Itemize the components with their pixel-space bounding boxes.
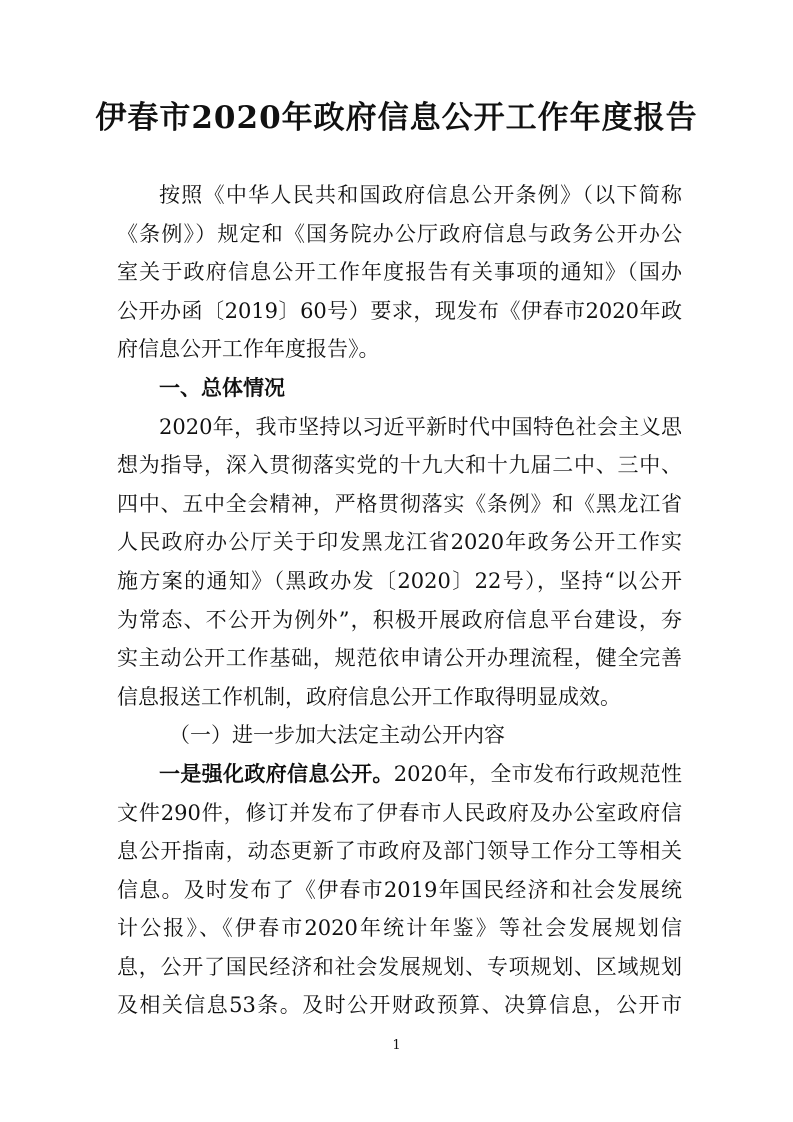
- paragraph-lead-rest: 2020年，全市发布行政规范性: [393, 761, 682, 786]
- section-line: 实主动公开工作基础，规范依申请公开办理流程，健全完善: [117, 646, 682, 671]
- intro-line: 府信息公开工作年度报告》。: [117, 337, 380, 362]
- paragraph-line: 息公开指南，动态更新了市政府及部门领导工作分工等相关: [117, 839, 682, 864]
- intro-line: 按照《中华人民共和国政府信息公开条例》（以下简称: [159, 183, 682, 207]
- paragraph-lead: 一是强化政府信息公开。: [159, 760, 394, 786]
- intro-line: 室关于政府信息公开工作年度报告有关事项的通知》（国办: [117, 260, 682, 285]
- paragraph-first-line: [117, 755, 682, 794]
- section-line: 人民政府办公厅关于印发黑龙江省2020年政务公开工作实: [117, 530, 682, 555]
- page-number: 1: [392, 1038, 401, 1053]
- intro-line: 《条例》）规定和《国务院办公厅政府信息与政务公开办公: [117, 221, 682, 246]
- paragraph-line: 文件290件，修订并发布了伊春市人民政府及办公室政府信: [117, 800, 682, 825]
- section-line: 为常态、不公开为例外”，积极开展政府信息平台建设，夯: [117, 607, 682, 632]
- paragraph-line: 信息。及时发布了《伊春市2019年国民经济和社会发展统: [117, 877, 682, 902]
- section-line: 2020年，我市坚持以习近平新时代中国特色社会主义思: [159, 414, 682, 439]
- paragraph-line: 及相关信息53条。及时公开财政预算、决算信息，公开市: [117, 993, 682, 1018]
- document-body: [117, 176, 682, 1025]
- section-heading: 一、总体情况: [159, 375, 285, 400]
- intro-line: 公开办函〔2019〕60号）要求，现发布《伊春市2020年政: [117, 298, 682, 323]
- paragraph-line: 息，公开了国民经济和社会发展规划、专项规划、区域规划: [117, 954, 682, 979]
- subsection-heading: （一）进一步加大法定主动公开内容: [169, 723, 505, 748]
- section-line: 信息报送工作机制，政府信息公开工作取得明显成效。: [117, 684, 621, 709]
- section-line: 四中、五中全会精神，严格贯彻落实《条例》和《黑龙江省: [117, 491, 682, 516]
- section-line: 想为指导，深入贯彻落实党的十九大和十九届二中、三中、: [117, 453, 682, 478]
- paragraph-line: 计公报》、《伊春市2020年统计年鉴》等社会发展规划信: [117, 916, 682, 941]
- document-title: 伊春市2020年政府信息公开工作年度报告: [95, 100, 698, 136]
- section-line: 施方案的通知》（黑政办发〔2020〕22号），坚持“以公开: [117, 568, 682, 593]
